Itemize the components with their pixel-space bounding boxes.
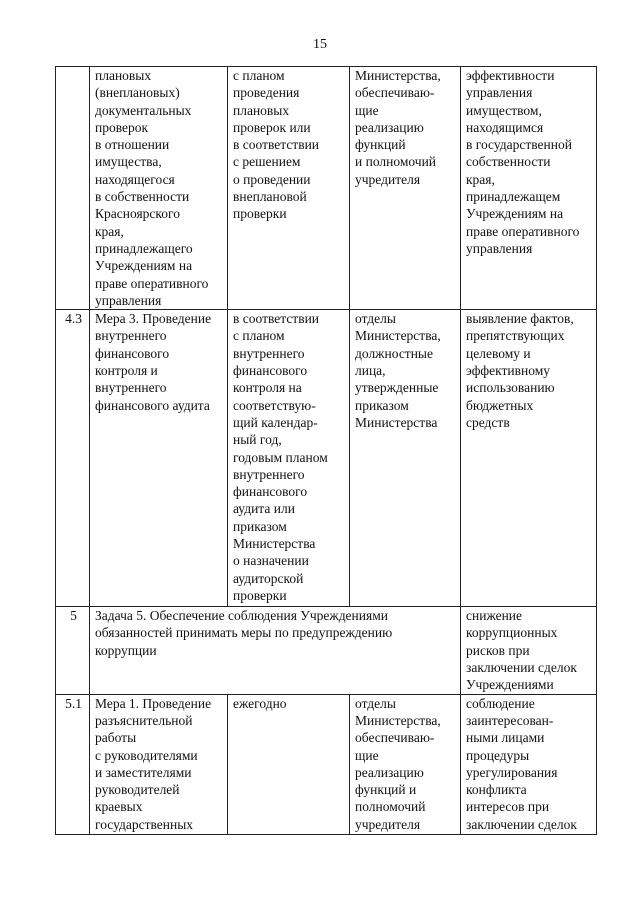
row-number: 5 (56, 607, 90, 694)
responsible-cell: отделы Министерства, должностные лица, утвержденные приказом Министерства (350, 310, 461, 607)
row-number: 4.3 (56, 310, 90, 607)
measure-cell: Мера 3. Проведение внутреннего финансового контроля и внутреннего финансового аудита (90, 310, 228, 607)
result-cell: соблюдение заинтересован- ными лицами процедуры урегулирования конфликта интересов при заключении сделок (461, 694, 597, 834)
table-row (56, 694, 597, 834)
table-row (56, 67, 597, 310)
anticorruption-plan-table (55, 66, 597, 835)
term-cell: в соответствии с планом внутреннего финансового контроля на соответствую- щий календар- ный год, годовым планом внутреннего финансового аудита или приказом Министерства о назначении аудиторской проверки (228, 310, 350, 607)
page-number: 15 (313, 37, 327, 52)
responsible-cell: отделы Министерства, обеспечиваю- щие реализацию функций и полномочий учредителя (350, 694, 461, 834)
row-number: 5.1 (56, 694, 90, 834)
result-cell: выявление фактов, препятствующих целевому и эффективному использованию бюджетных средств (461, 310, 597, 607)
table-row (56, 607, 597, 694)
result-cell: снижение коррупционных рисков при заключении сделок Учреждениями (461, 607, 597, 694)
measure-cell: плановых (внеплановых) документальных проверок в отношении имущества, находящегося в собственности Красноярского края, принадлежащего Учреждениям на праве оперативного управления (90, 67, 228, 310)
result-cell: эффективности управления имуществом, находящимся в государственной собственности края, принадлежащем Учреждениям на праве оперативного управления (461, 67, 597, 310)
responsible-cell: Министерства, обеспечиваю- щие реализацию функций и полномочий учредителя (350, 67, 461, 310)
row-number (56, 67, 90, 310)
task-cell: Задача 5. Обеспечение соблюдения Учреждениями обязанностей принимать меры по предупреждению коррупции (90, 607, 461, 694)
term-cell: ежегодно (228, 694, 350, 834)
table-row (56, 310, 597, 607)
term-cell: с планом проведения плановых проверок или в соответствии с решением о проведении внеплановой проверки (228, 67, 350, 310)
measure-cell: Мера 1. Проведение разъяснительной работы с руководителями и заместителями руководителей краевых государственных (90, 694, 228, 834)
